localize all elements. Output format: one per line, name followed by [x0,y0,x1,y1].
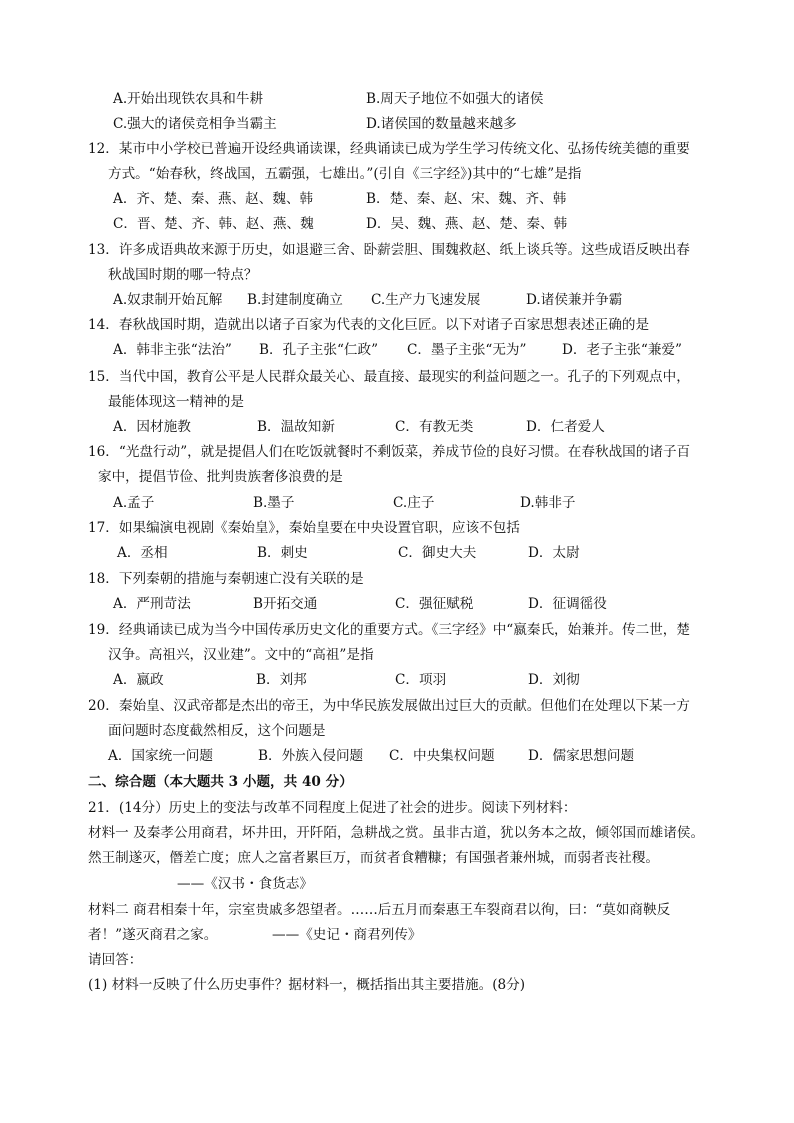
q20-option-a: A．国家统一问题 [108,748,213,764]
q11-option-b: B.周天子地位不如强大的诸侯 [366,91,544,107]
q15-option-c: C．有教无类 [395,419,474,435]
q11-option-d: D.诸侯国的数量越来越多 [366,116,517,132]
q21-material2-line1: 材料二 商君相秦十年，宗室贵戚多怨望者。……后五月而秦惠王车裂商君以徇，曰：“莫如商鞅反 [88,902,671,918]
q21-material1-line2: 然王制遂灭，僭差亡度；庶人之富者累巨万，而贫者食糟糠；有国强者兼州城，而弱者丧社稷。 [88,850,659,866]
q20-stem-line2: 面问题时态度截然相反，这个问题是 [108,723,326,739]
q20-stem-line1: 20．秦始皇、汉武帝都是杰出的帝王，为中华民族发展做出过巨大的贡献。但他们在处理以下某一方 [88,698,690,714]
q15-option-d: D．仁者爱人 [526,419,605,435]
q14-option-a: A．韩非主张“法治” [113,342,232,358]
q21-material2-source: ——《史记・商君列传》 [272,927,422,943]
q16-option-d: D.韩非子 [520,495,576,511]
q21-subquestion-1: (1) 材料一反映了什么历史事件？据材料一，概括指出其主要措施。(8分) [88,977,526,993]
q16-option-a: A.孟子 [113,495,155,511]
q16-option-b: B.墨子 [253,495,295,511]
q13-option-b: B.封建制度确立 [247,292,343,308]
q20-option-d: D．儒家思想问题 [528,748,635,764]
q17-option-a: A．丞相 [117,545,168,561]
q21-intro: 21．(14分）历史上的变法与改革不同程度上促进了社会的进步。阅读下列材料： [88,800,577,816]
q21-material1-source: ——《汉书・食货志》 [177,876,313,892]
q19-option-d: D．刘彻 [528,672,580,688]
q14-stem-line1: 14．春秋战国时期，造就出以诸子百家为代表的文化巨匠。以下对诸子百家思想表述正确的是 [88,317,650,333]
q15-option-a: A．因材施教 [113,419,191,435]
q14-option-b: B．孔子主张“仁政” [259,342,379,358]
q16-stem-line1: 16．“光盘行动”，就是提倡人们在吃饭就餐时不剩饭菜，养成节俭的良好习惯。在春秋战国的诸子百 [88,444,691,460]
section2-heading: 二、综合题（本大题共 3 小题，共 40 分） [88,774,353,790]
q18-stem-line1: 18．下列秦朝的措施与秦朝速亡没有关联的是 [88,571,364,587]
q17-option-c: C．御史大夫 [398,545,477,561]
q19-stem-line2: 汉争。高祖兴，汉业建”。文中的“高祖”是指 [108,647,374,663]
q13-stem-line2: 秋战国时期的哪一特点？ [108,267,258,283]
q19-option-b: B．刘邦 [256,672,307,688]
q14-option-d: D．老子主张“兼爱” [562,342,682,358]
q18-option-b: B开拓交通 [253,596,318,612]
q20-option-b: B．外族入侵问题 [258,748,364,764]
q17-stem-line1: 17．如果编演电视剧《秦始皇》，秦始皇要在中央设置官职，应该不包括 [88,520,520,536]
q12-option-c: C．晋、楚、齐、韩、赵、燕、魏 [113,216,314,232]
q12-option-b: B．楚、秦、赵、宋、魏、齐、韩 [366,191,567,207]
q21-material1-line1: 材料一 及秦孝公用商君，坏井田，开阡陌，急耕战之赏。虽非古道，犹以务本之故，倾邻国而雄诸侯。 [88,825,705,841]
q13-stem-line1: 13．许多成语典故来源于历史，如退避三舍、卧薪尝胆、围魏救赵、纸上谈兵等。这些成语反映出春 [88,242,690,258]
q11-option-a: A.开始出现铁农具和牛耕 [113,91,264,107]
q12-option-d: D．吴、魏、燕、赵、楚、秦、韩 [366,216,568,232]
q15-option-b: B．温故知新 [257,419,335,435]
q18-option-a: A．严刑苛法 [113,596,191,612]
q17-option-d: D．太尉 [528,545,580,561]
q18-option-d: D．征调徭役 [528,596,607,612]
q13-option-d: D.诸侯兼并争霸 [526,292,623,308]
q21-material2-line2: 者！”遂灭商君之家。 [88,927,218,943]
q12-stem-line2: 方式。“始春秋，终战国，五霸强，七雄出。”(引自《三字经》)其中的“七雄”是指 [108,166,582,182]
q16-stem-line2: 家中，提倡节俭、批判贵族奢侈浪费的是 [98,469,343,485]
q11-option-c: C.强大的诸侯竞相争当霸主 [113,116,277,132]
q21-answer-prompt: 请回答： [88,952,143,968]
q13-option-a: A.奴隶制开始瓦解 [113,292,223,308]
q19-stem-line1: 19．经典诵读已成为当今中国传承历史文化的重要方式。《三字经》中“嬴秦氏，始兼并。传二世，楚 [88,622,690,638]
q19-option-c: C．项羽 [395,672,447,688]
q12-option-a: A．齐、楚、秦、燕、赵、魏、韩 [113,191,314,207]
q15-stem-line2: 最能体现这一精神的是 [108,394,244,410]
q12-stem-line1: 12．某市中小学校已普遍开设经典诵读课，经典诵读已成为学生学习传统文化、弘扬传统美德的重要 [88,141,690,157]
q16-option-c: C.庄子 [393,495,435,511]
q13-option-c: C.生产力飞速发展 [371,292,481,308]
q17-option-b: B．刺史 [257,545,308,561]
q15-stem-line1: 15．当代中国，教育公平是人民群众最关心、最直接、最现实的利益问题之一。孔子的下列观点中， [88,369,690,385]
q14-option-c: C．墨子主张“无为” [407,342,527,358]
q18-option-c: C．强征赋税 [395,596,474,612]
q19-option-a: A．嬴政 [113,672,164,688]
q20-option-c: C．中央集权问题 [389,748,495,764]
